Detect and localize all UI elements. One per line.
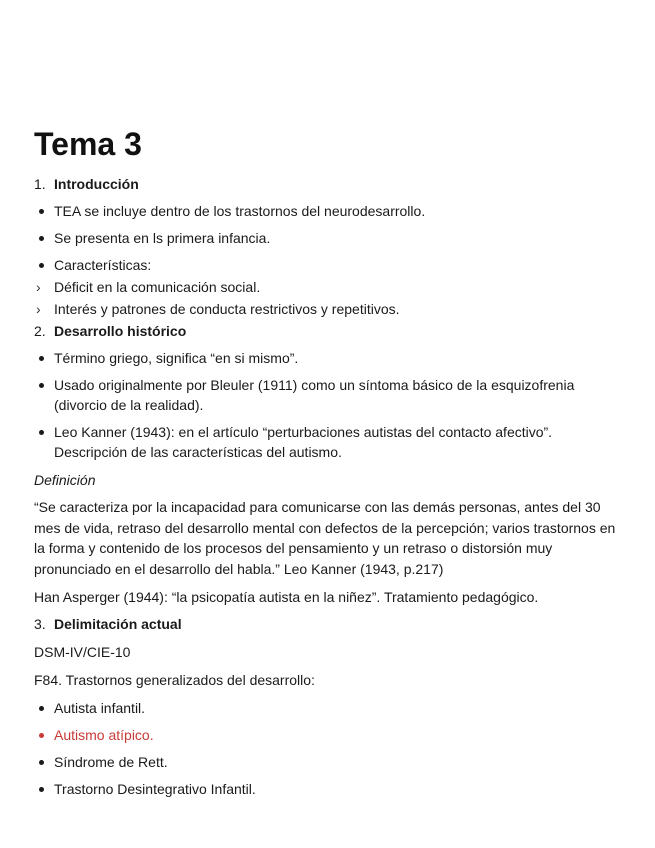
section-heading-delimitacion-actual	[34, 614, 619, 634]
bullet-icon	[39, 209, 44, 214]
bullet-icon	[39, 787, 44, 792]
classification-label: DSM-IV/CIE-10	[34, 643, 131, 660]
desarrollo-bullet-list	[34, 348, 619, 462]
document-page	[34, 126, 619, 799]
list-item: Término griego, significa “en si mismo”.	[34, 348, 619, 368]
list-item: Usado originalmente por Bleuler (1911) como un síntoma básico de la esquizofrenia (divorcio de la realidad).	[34, 375, 619, 415]
bullet-icon	[39, 383, 44, 388]
list-item: TEA se incluye dentro de los trastornos del neurodesarrollo.	[34, 201, 619, 221]
section-heading-desarrollo-historico	[34, 321, 619, 341]
list-item: Se presenta en ls primera infancia.	[34, 228, 619, 248]
definition-label: Definición	[34, 472, 96, 488]
bullet-icon	[39, 733, 44, 738]
section-title: Delimitación actual	[54, 615, 182, 632]
list-item: Trastorno Desintegrativo Infantil.	[34, 779, 619, 799]
bullet-icon	[39, 760, 44, 765]
bullet-icon	[39, 356, 44, 361]
list-item: Leo Kanner (1943): en el artículo “perturbaciones autistas del contacto afectivo”. Descripción de las características del autismo.	[34, 422, 619, 462]
f84-heading: F84. Trastornos generalizados del desarrollo:	[34, 672, 315, 688]
bullet-icon	[39, 263, 44, 268]
definition-quote: “Se caracteriza por la incapacidad para comunicarse con las demás personas, antes del 30 mes de vida, retraso del desarrollo mental con defectos de la percepción; varios trastornos en la forma y contenido de los procesos del pensamiento y un retraso o distorsión muy pronunciado en el desarrollo del habla.” Leo Kanner (1943, p.217)	[34, 499, 616, 577]
sub-list-item: › Déficit en la comunicación social.	[36, 279, 261, 295]
section-number: 1.	[34, 176, 46, 192]
asperger-note: Han Asperger (1944): “la psicopatía autista en la niñez”. Tratamiento pedagógico.	[34, 589, 539, 605]
sub-list-item: › Interés y patrones de conducta restrictivos y repetitivos.	[36, 301, 400, 317]
list-item: Autista infantil.	[34, 698, 619, 718]
caracteristicas-sub-list	[34, 277, 619, 319]
section-heading-introduccion	[34, 174, 619, 194]
bullet-icon	[39, 706, 44, 711]
section-title: Desarrollo histórico	[54, 323, 187, 339]
page-title: Tema 3	[34, 126, 142, 162]
section-title: Introducción	[54, 176, 139, 192]
list-item-highlighted: Autismo atípico.	[34, 725, 619, 745]
section-number: 3.	[34, 615, 46, 632]
delimitacion-bullet-list	[34, 698, 619, 799]
list-item: Características:	[34, 255, 619, 275]
list-item: Síndrome de Rett.	[34, 752, 619, 772]
bullet-icon	[39, 236, 44, 241]
section-number: 2.	[34, 323, 46, 339]
introduccion-bullet-list	[34, 201, 619, 275]
chevron-right-icon: ›	[36, 279, 41, 295]
chevron-right-icon: ›	[36, 301, 41, 317]
bullet-icon	[39, 430, 44, 435]
